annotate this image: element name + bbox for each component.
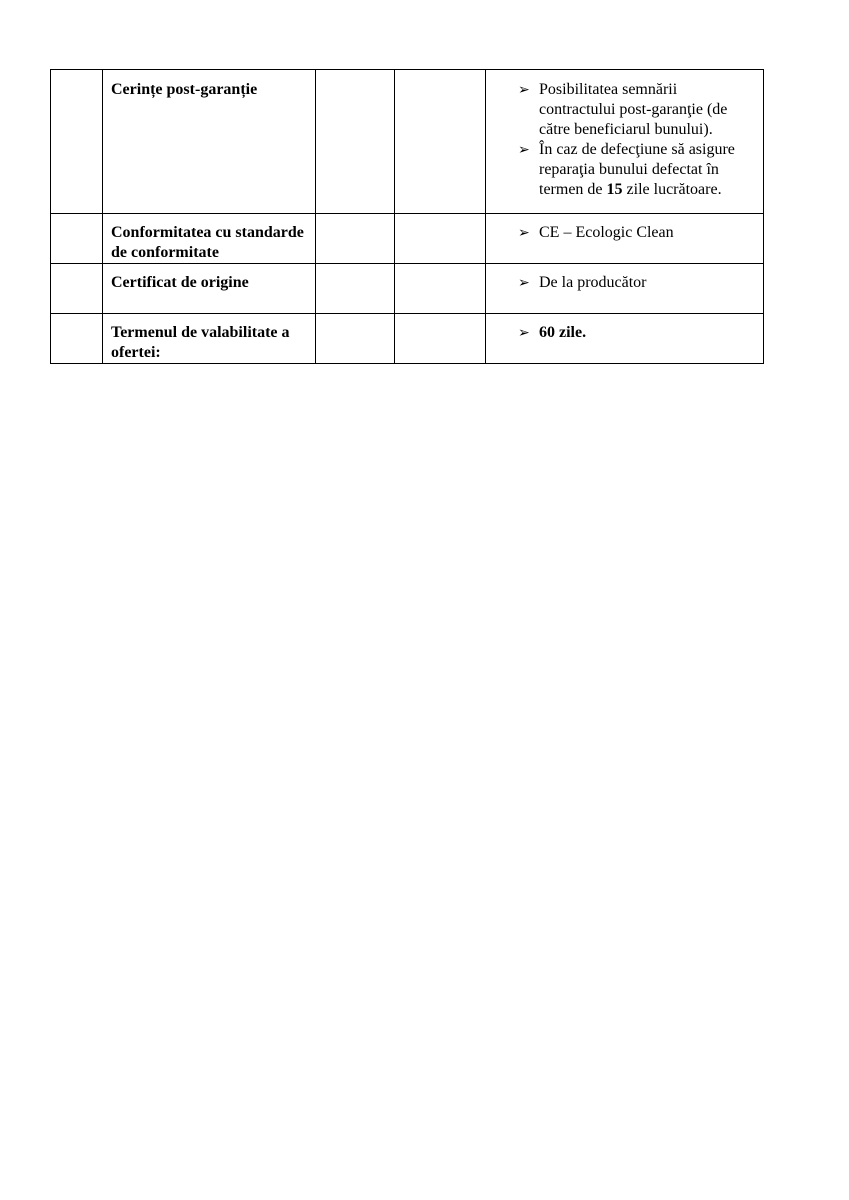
index-cell	[51, 70, 103, 214]
bullet-list	[494, 80, 755, 200]
list-item-text: zile lucrătoare.	[622, 181, 722, 198]
specification-cell	[486, 214, 764, 264]
requirement-label: Certificat de origine	[103, 264, 316, 314]
list-item-text: În caz de defecţiune să asigure reparaţia bunului defectat în termen de	[539, 141, 735, 198]
empty-cell	[395, 264, 486, 314]
table-row	[51, 264, 764, 314]
bullet-list	[494, 273, 755, 293]
arrow-bullet-icon: ➢	[518, 275, 530, 291]
list-item-text: De la producător	[539, 274, 647, 291]
list-item	[518, 140, 755, 200]
bullet-list	[494, 223, 755, 243]
table-row	[51, 70, 764, 214]
list-item	[518, 80, 755, 140]
index-cell	[51, 214, 103, 264]
empty-cell	[395, 314, 486, 364]
empty-cell	[316, 314, 395, 364]
index-cell	[51, 264, 103, 314]
empty-cell	[395, 214, 486, 264]
table-row	[51, 314, 764, 364]
arrow-bullet-icon: ➢	[518, 142, 530, 158]
empty-cell	[395, 70, 486, 214]
empty-cell	[316, 214, 395, 264]
index-cell	[51, 314, 103, 364]
list-item	[518, 223, 755, 243]
requirement-label: Conformitatea cu standarde de conformitate	[103, 214, 316, 264]
list-item-text: CE – Ecologic Clean	[539, 224, 674, 241]
requirement-label: Cerințe post-garanție	[103, 70, 316, 214]
specification-cell	[486, 264, 764, 314]
list-item	[518, 323, 755, 343]
empty-cell	[316, 264, 395, 314]
arrow-bullet-icon: ➢	[518, 82, 530, 98]
list-item-text-bold: 60 zile.	[539, 324, 587, 341]
requirement-label: Termenul de valabilitate a ofertei:	[103, 314, 316, 364]
list-item	[518, 273, 755, 293]
list-item-text: Posibilitatea semnării contractului post-garanţie (de către beneficiarul bunului).	[539, 81, 728, 138]
bullet-list	[494, 323, 755, 343]
table-row	[51, 214, 764, 264]
specification-table	[50, 69, 764, 364]
empty-cell	[316, 70, 395, 214]
list-item-text-bold: 15	[606, 181, 623, 198]
specification-cell	[486, 70, 764, 214]
arrow-bullet-icon: ➢	[518, 225, 530, 241]
specification-cell	[486, 314, 764, 364]
arrow-bullet-icon: ➢	[518, 325, 530, 341]
